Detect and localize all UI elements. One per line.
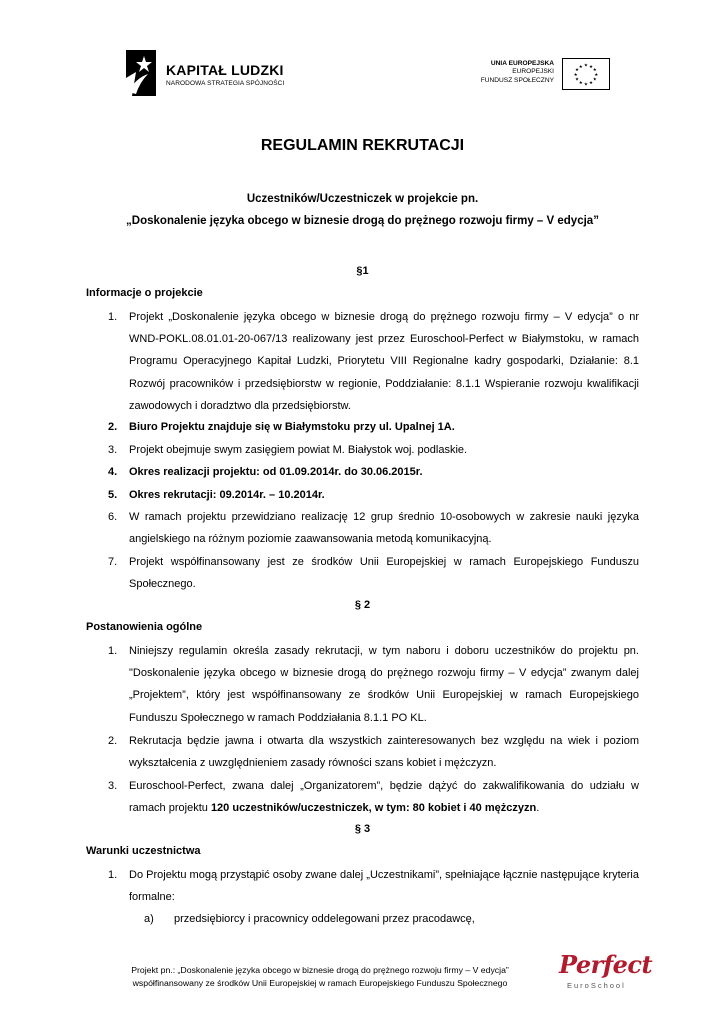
eu-line2: EUROPEJSKI — [512, 68, 554, 76]
perfect-logo-word: Perfect — [559, 950, 653, 979]
svg-text:★: ★ — [578, 79, 583, 85]
svg-text:★: ★ — [578, 63, 583, 69]
kapital-ludzki-subtitle: NARODOWA STRATEGIA SPÓJNOŚCI — [166, 80, 285, 87]
footer-line1: Projekt pn.: „Doskonalenie języka obcego w biznesie drogą do prężnego rozwoju firmy – V edycja” — [131, 965, 509, 975]
svg-text:★: ★ — [573, 71, 578, 77]
page-footer — [60, 964, 580, 990]
document-title: REGULAMIN REKRUTACJI — [260, 137, 465, 154]
kapital-ludzki-emblem-icon — [122, 48, 158, 98]
perfect-logo-sub: EuroSchool — [567, 981, 626, 990]
eu-logo-text — [481, 60, 554, 85]
eu-line1: UNIA EUROPEJSKA — [490, 60, 554, 67]
svg-text:★: ★ — [583, 62, 589, 68]
sub-list-item: a) przedsiębiorcy i pracownicy oddelegowani przez pracodawcę, — [144, 913, 475, 925]
svg-text:★: ★ — [574, 76, 580, 82]
footer-line2: współfinansowany ze środków Unii Europejskiej w ramach Europejskiego Funduszu Społecznego — [132, 978, 508, 988]
list-item: 4. Okres realizacji projektu: od 01.09.2014r. do 30.06.2015r. — [108, 466, 423, 478]
svg-text:★: ★ — [589, 63, 594, 69]
list-item: 2. Rekrutacja będzie jawna i otwarta dla wszystkich zainteresowanych bez względu na wiek i poziom wykształcenia z uwzględnieniem zasady równości szans kobiet i mężczyzn. — [108, 735, 639, 770]
kapital-ludzki-logo — [122, 48, 292, 104]
eu-logo — [450, 58, 610, 94]
eu-line3: FUNDUSZ SPOŁECZNY — [480, 76, 554, 84]
list-item: 5. Okres rekrutacji: 09.2014r. – 10.2014r. — [108, 489, 325, 501]
list-item: 3. Projekt obejmuje swym zasięgiem powiat M. Białystok woj. podlaskie. — [108, 444, 468, 456]
list-item: 3. Euroschool-Perfect, zwana dalej „Organizatorem”, będzie dążyć do zakwalifikowania do udziału w ramach projektu 120 uczestników/uczestniczek, w tym: 80 kobiet i 40 mężczyzn. — [108, 780, 639, 815]
section-2-mark: § 2 — [354, 599, 371, 611]
eu-flag-icon — [562, 58, 610, 90]
list-item: 1. Projekt „Doskonalenie języka obcego w biznesie drogą do prężnego rozwoju firmy – V edycja” o nr WND-POKL.08.01.01-20-067/13 realizowany jest przez Euroschool-Perfect w Białymstoku, w ramach Programu Operacyjnego Kapitał Ludzki, Priorytetu VIII Regionalne kadry gospodarki, Działanie: 8.1 Rozwój pracowników i przedsiębiorstw w regionie, Poddziałanie: 8.1.1 Wspieranie rozwoju kwalifikacji zawodowych i doradztwo dla przedsiębiorstw. — [108, 311, 639, 412]
list-item: 7. Projekt współfinansowany jest ze środków Unii Europejskiej w ramach Europejskiego Funduszu Społecznego. — [108, 556, 639, 591]
list-item: 1. Niniejszy regulamin określa zasady rekrutacji, w tym naboru i doboru uczestników do projektu pn. "Doskonalenie języka obcego w biznesie drogą do prężnego rozwoju firmy – V edycja” zwanym dalej „Projektem”, który jest współfinansowany ze środków Unii Europejskiej w ramach Europejskiego Funduszu Społecznego w ramach Poddziałania 8.1.1 PO KL. — [108, 645, 639, 724]
list-item: 6. W ramach projektu przewidziano realizację 12 grup średnio 10-osobowych w zakresie nauki języka angielskiego na różnym poziomie zaawansowania metodą komunikacyjną. — [108, 511, 639, 546]
section-1-heading: Informacje o projekcie — [86, 287, 203, 299]
svg-text:★: ★ — [594, 71, 599, 77]
svg-text:★: ★ — [574, 67, 580, 73]
svg-text:★: ★ — [583, 81, 589, 87]
perfect-euroschool-logo — [555, 950, 653, 1000]
kapital-ludzki-title: KAPITAŁ LUDZKI — [166, 62, 284, 78]
list-item: 2. Biuro Projektu znajduje się w Białymstoku przy ul. Upalnej 1A. — [108, 421, 455, 433]
list-item: 1. Do Projektu mogą przystąpić osoby zwane dalej „Uczestnikami”, spełniające łącznie następujące kryteria formalne: — [108, 869, 639, 904]
section-3-heading: Warunki uczestnictwa — [86, 845, 201, 857]
section-2-heading: Postanowienia ogólne — [86, 621, 203, 633]
section-1-mark: §1 — [356, 265, 369, 277]
document-subtitle-2: „Doskonalenie języka obcego w biznesie drogą do prężnego rozwoju firmy – V edycja” — [126, 215, 599, 227]
svg-text:★: ★ — [589, 79, 594, 85]
svg-text:★: ★ — [592, 67, 598, 73]
svg-text:★: ★ — [592, 76, 598, 82]
document-subtitle-1: Uczestników/Uczestniczek w projekcie pn. — [246, 193, 479, 205]
section-3-mark: § 3 — [354, 823, 371, 835]
